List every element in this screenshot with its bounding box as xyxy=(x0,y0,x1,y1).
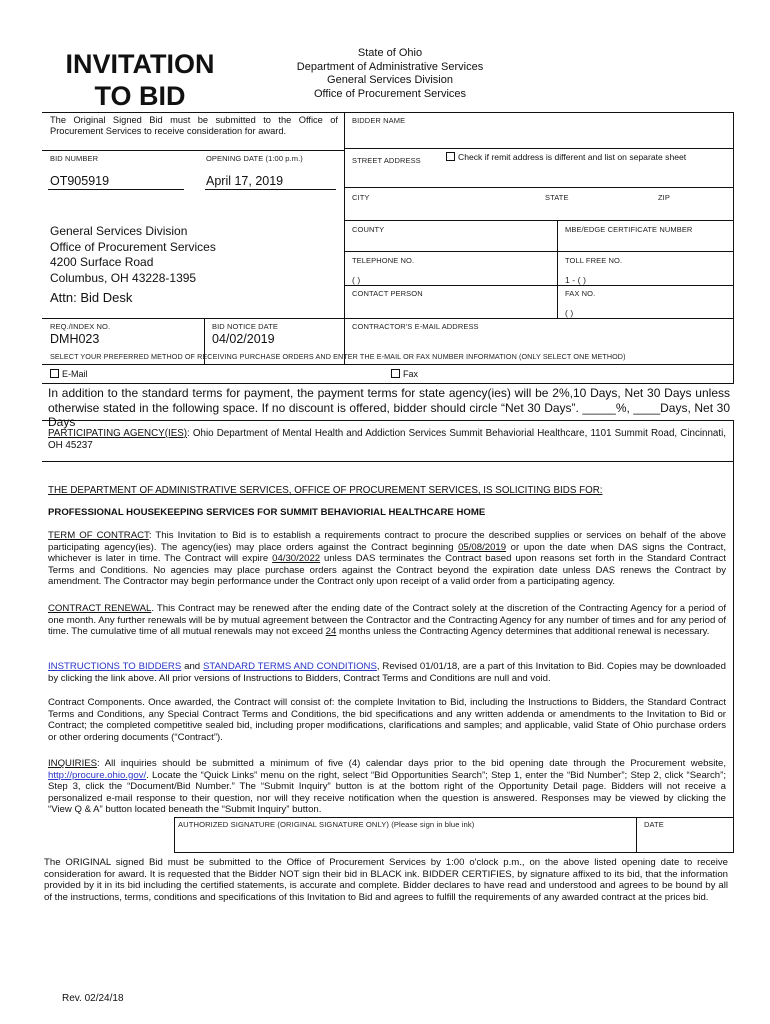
opening-date-value: April 17, 2019 xyxy=(206,174,284,188)
fax-input[interactable]: ( ) xyxy=(565,308,574,318)
divider xyxy=(557,220,558,318)
fax-method-checkbox[interactable] xyxy=(391,369,418,379)
remit-label: Check if remit address is different and list on separate sheet xyxy=(458,152,687,162)
fax-method-label: Fax xyxy=(403,369,419,379)
procurement-website-link[interactable]: http://procure.ohio.gov/ xyxy=(48,769,147,781)
divider xyxy=(344,318,734,319)
telephone-label: TELEPHONE NO. xyxy=(352,256,415,265)
term-begin-date: 05/08/2019 xyxy=(458,541,507,553)
payment-terms: In addition to the standard terms for payment, the payment terms for state agency(ies) will be 2%,10 Days, Net 30 Days unless otherwise stated in the following space. If no discount is offered, bidder should circle “Net 30 Days”. _____%, ____Days, Net 30 Days xyxy=(48,386,730,429)
term-text: or upon the date when DAS signs the Contract, whichever is later in time. The Contract will expire xyxy=(48,541,726,565)
agency-state: State of Ohio xyxy=(357,47,423,59)
opening-date-label: OPENING DATE (1:00 p.m.) xyxy=(206,154,303,163)
address-line: 4200 Surface Road xyxy=(50,255,154,269)
bid-notice-value: 04/02/2019 xyxy=(212,332,275,346)
divider xyxy=(42,461,734,462)
inquiries-label: INQUIRIES xyxy=(48,758,98,769)
term-text: unless DAS terminates the Contract based upon reasons set forth in the Standard Contract Terms and Conditions. No agencies may place purchase orders against the Contract beyond the expiration date unless DAS renews the Contract by amendment. The Contractor may begin performance under the Contract only upon receipt of a valid order from a participating agency. xyxy=(48,553,726,588)
address-line: Office of Procurement Services xyxy=(50,239,216,254)
agency-office: Office of Procurement Services xyxy=(313,87,467,100)
contact-person-label: CONTACT PERSON xyxy=(352,289,423,298)
instructions-paragraph xyxy=(48,661,726,684)
participating-text: : Ohio Department of Mental Health and Addiction Services Summit Behaviorial Healthcare, 1101 Summit Road, Cincinnati, OH 45237 xyxy=(48,428,726,451)
footer-certification: The ORIGINAL signed Bid must be submitted to the Office of Procurement Services by 1:00 o'clock p.m., on the above listed opening date to receive consideration for award. It is requested that the Bidder NOT sign their bid in BLACK ink. BIDDER CERTIFIES, by signature affixed to its bid, that the information provided by it in its bid including the certified statements, is accurate and complete. Bidder declares to have read and understood and agrees to be bound by all of the instructions, terms, conditions and specifications of this Invitation to Bid and agrees to fulfill the requirements of any awarded contract at the prices bid. xyxy=(44,857,728,903)
soliciting-heading: THE DEPARTMENT OF ADMINISTRATIVE SERVICES, OFFICE OF PROCUREMENT SERVICES, IS SOLICITING BIDS FOR: xyxy=(48,485,603,496)
bidder-name-label: BIDDER NAME xyxy=(352,116,406,125)
mbe-certificate-label: MBE/EDGE CERTIFICATE NUMBER xyxy=(565,225,693,234)
checkbox-icon[interactable] xyxy=(391,369,400,378)
method-prompt: SELECT YOUR PREFERRED METHOD OF RECEIVING PURCHASE ORDERS AND ENTER THE E-MAIL OR FAX NUMBER INFORMATION (ONLY SELECT ONE METHOD) xyxy=(50,352,626,361)
signature-spacer xyxy=(42,817,174,853)
attn-line: Attn: Bid Desk xyxy=(50,290,133,305)
address-line: General Services Division xyxy=(50,224,188,238)
divider xyxy=(636,817,637,853)
underline xyxy=(205,189,336,190)
bid-notice-label: BID NOTICE DATE xyxy=(212,322,278,331)
inquiries-text: . Locate the “Quick Links” menu on the right, select “Bid Opportunities Search”; Step 1, enter the “Bid Number”; Step 2, click “Search”; Step 3, click the “Document/Bid Number.” The “Submit Inquiry” button is at the bottom right of the Opportunity Detail page. Bidders will not receive a personalized e-mail response to their question, nor will they receive notification when the question is answered. Responses may be viewed by clicking the “View Q & A” button located beneath the “Submit Inquiry” button. xyxy=(48,769,726,816)
county-label: COUNTY xyxy=(352,225,385,234)
form-title xyxy=(40,48,240,112)
contract-components: Contract Components. Once awarded, the Contract will consist of: the complete Invitation to Bid, including the Instructions to Bidders, the Standard Contract Terms and Conditions, any Special Contract Terms and Conditions, the bid specifications and any written addenda or amendments to the Invitation to Bid or Contract; the completed competitive sealed bid, including proper modifications, clarifications and samples; and applicable, valid State of Ohio purchase orders or other ordering documents (“Contract”). xyxy=(48,697,726,743)
participating-agencies xyxy=(48,428,726,452)
renewal-months: 24 xyxy=(325,626,337,638)
divider xyxy=(344,148,734,149)
date-field[interactable] xyxy=(640,830,732,851)
req-index-value: DMH023 xyxy=(50,332,100,346)
renewal-label: CONTRACT RENEWAL xyxy=(48,603,152,614)
checkbox-icon[interactable] xyxy=(50,369,59,378)
submit-note: The Original Signed Bid must be submitted to the Office of Procurement Services to receive consideration for award. xyxy=(50,115,338,136)
title-line-2: TO BID xyxy=(94,81,186,111)
renewal-text: months unless the Contracting Agency determines that additional renewal is necessary. xyxy=(336,626,710,638)
toll-free-label: TOLL FREE NO. xyxy=(565,256,623,265)
bid-number-label: BID NUMBER xyxy=(50,154,99,163)
instructions-to-bidders-link[interactable]: INSTRUCTIONS TO BIDDERS xyxy=(48,661,182,672)
agency-department: Department of Administrative Services xyxy=(296,60,484,73)
zip-label: ZIP xyxy=(658,193,670,202)
divider xyxy=(42,150,344,151)
term-expire-date: 04/30/2022 xyxy=(272,553,321,565)
divider xyxy=(344,187,734,188)
city-label: CITY xyxy=(352,193,370,202)
renewal-text: . This Contract may be renewed after the ending date of the Contract solely at the discretion of the Contracting Agency for a period of one month. Any further renewals will be by mutual agreement between the Contractor and the Contracting Agency for any number of times and for any period of time. The cumulative time of all mutual renewals may not exceed xyxy=(48,603,727,638)
divider xyxy=(174,817,175,853)
contract-renewal xyxy=(48,603,726,638)
column-divider xyxy=(344,112,345,365)
telephone-input[interactable]: ( ) xyxy=(352,275,361,285)
standard-terms-link[interactable]: STANDARD TERMS AND CONDITIONS xyxy=(202,661,377,672)
divider xyxy=(42,318,344,319)
signature-label: AUTHORIZED SIGNATURE (ORIGINAL SIGNATURE ONLY) (Please sign in blue ink) xyxy=(178,820,475,829)
instructions-text: and xyxy=(181,661,203,672)
term-text: : This Invitation to Bid is to establish a requirements contract to procure the described supplies or services on behalf of the above participating agency(ies). The agency(ies) may place orders against the Contract beginning xyxy=(48,530,726,553)
participating-label: PARTICIPATING AGENCY(IES) xyxy=(48,428,188,439)
date-label: DATE xyxy=(644,820,664,829)
mailing-address xyxy=(50,224,216,286)
signature-field[interactable] xyxy=(176,830,634,851)
method-row xyxy=(42,365,734,384)
email-method-checkbox[interactable] xyxy=(50,369,88,379)
agency-division: General Services Division xyxy=(327,74,453,86)
street-address-label: STREET ADDRESS xyxy=(352,156,421,165)
fax-label: FAX NO. xyxy=(565,289,596,298)
checkbox-icon[interactable] xyxy=(446,152,455,161)
divider xyxy=(344,251,734,252)
email-method-label: E-Mail xyxy=(62,369,88,379)
instructions-text: , Revised 01/01/18, are a part of this Invitation to Bid. Copies may be downloaded by clicking the link above. All prior versions of Instructions to Bidders, Contract Terms and Conditions are null and void. xyxy=(48,661,726,684)
state-label: STATE xyxy=(545,193,569,202)
address-line: Columbus, OH 43228-1395 xyxy=(50,270,197,285)
service-title: PROFESSIONAL HOUSEKEEPING SERVICES FOR SUMMIT BEHAVIORIAL HEALTHCARE HOME xyxy=(48,507,486,518)
bid-number-value: OT905919 xyxy=(50,174,110,188)
toll-free-input[interactable]: 1 - ( ) xyxy=(565,275,587,285)
title-line-1: INVITATION xyxy=(65,49,215,79)
agency-header xyxy=(270,47,510,101)
divider xyxy=(344,220,734,221)
contractor-email-label: CONTRACTOR'S E-MAIL ADDRESS xyxy=(352,322,479,331)
revision-date: Rev. 02/24/18 xyxy=(62,993,124,1004)
inquiries-text: : All inquiries should be submitted a minimum of five (4) calendar days prior to the bid opening date through the Procurement website, xyxy=(97,758,726,769)
inquiries-paragraph xyxy=(48,758,726,816)
term-label: TERM OF CONTRACT xyxy=(48,530,149,541)
req-index-label: REQ./INDEX NO. xyxy=(50,322,111,331)
underline xyxy=(48,189,184,190)
remit-address-checkbox[interactable] xyxy=(446,152,686,162)
term-of-contract xyxy=(48,530,726,588)
divider xyxy=(344,285,734,286)
